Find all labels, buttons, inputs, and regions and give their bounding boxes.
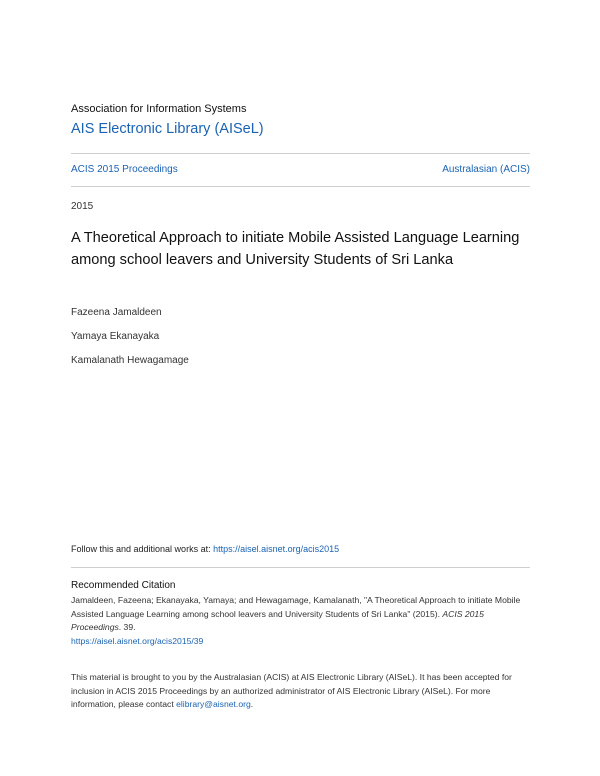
proceedings-link[interactable]: ACIS 2015 Proceedings [71, 164, 178, 175]
author-name: Yamaya Ekanayaka [71, 331, 160, 342]
author-name: Fazeena Jamaldeen [71, 307, 162, 318]
follow-url-link[interactable]: https://aisel.aisnet.org/acis2015 [213, 544, 340, 554]
notice-block [71, 671, 530, 712]
recommended-citation-heading: Recommended Citation [71, 580, 176, 591]
citation-venue: ACIS 2015 Proceedings [71, 608, 484, 632]
follow-text: Follow this and additional works at: [71, 544, 214, 554]
divider-citation [71, 567, 530, 568]
library-link[interactable]: AIS Electronic Library (AISeL) [71, 121, 264, 137]
collection-link[interactable]: Australasian (ACIS) [442, 164, 530, 175]
notice-text: This material is brought to you by the Australasian (ACIS) at AIS Electronic Library (AISeL). It has been accepted for inclusion in ACIS 2015 Proceedings by an authorized administrator of AIS Electronic Library (AISeL). For more information, please contact [71, 672, 512, 709]
divider-nav [71, 186, 530, 187]
author-name: Kamalanath Hewagamage [71, 355, 189, 366]
citation-suffix: . 39. [118, 622, 136, 632]
divider-top [71, 153, 530, 154]
organization-name: Association for Information Systems [71, 103, 247, 115]
citation-block [71, 594, 530, 648]
publication-year: 2015 [71, 201, 94, 212]
citation-url-link[interactable]: https://aisel.aisnet.org/acis2015/39 [71, 635, 204, 646]
follow-line [71, 544, 339, 554]
citation-text: Jamaldeen, Fazeena; Ekanayaka, Yamaya; and Hewagamage, Kamalanath, "A Theoretical Approach to initiate Mobile Assisted Language Learning among school leavers and University Students of Sri Lanka" (2015). [71, 595, 521, 619]
cover-page [71, 0, 530, 776]
paper-title: A Theoretical Approach to initiate Mobile Assisted Language Learning among school leavers and University Students of Sri Lanka [71, 230, 520, 268]
contact-email-link[interactable]: elibrary@aisnet.org [176, 699, 251, 709]
notice-end: . [250, 699, 254, 709]
